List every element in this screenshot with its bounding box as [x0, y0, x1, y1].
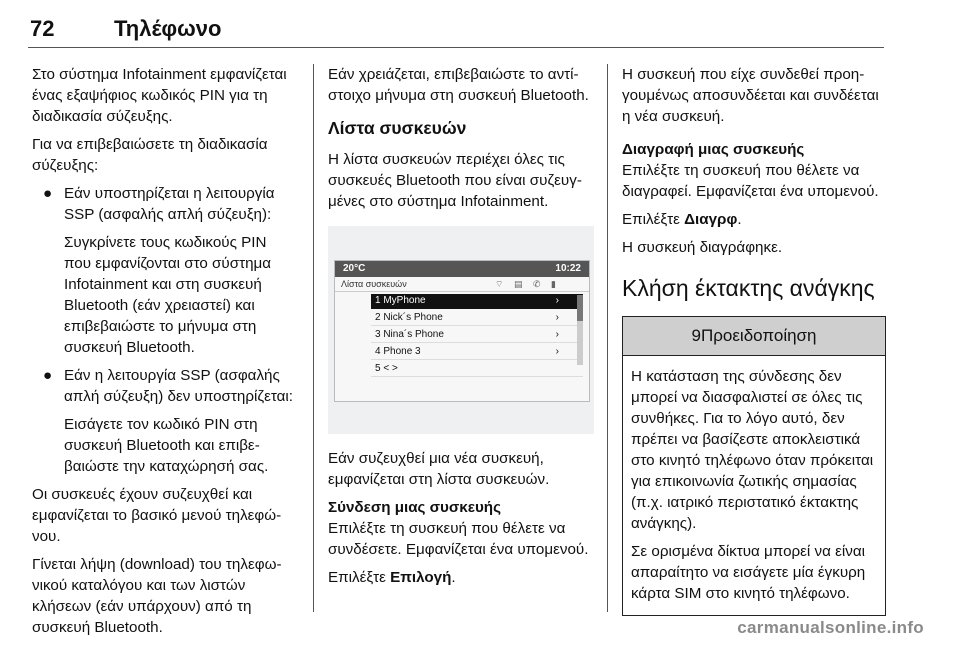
menu-option-name: Διαγρφ — [684, 211, 738, 228]
device-label: 5 < > — [375, 363, 398, 374]
section-heading-device-list: Λίστα συσκευών — [328, 118, 467, 138]
chevron-right-icon: › — [555, 329, 559, 340]
warning-title: Προειδοποίηση — [700, 326, 817, 345]
device-list-screenshot — [328, 226, 594, 434]
bullet-text: Εάν η λειτουργία SSP (ασφαλής απλή σύζευξη) δεν υποστηρίζεται: — [64, 367, 294, 405]
paragraph: Γίνεται λήψη (download) του τηλεφωνικού καταλόγου και των λιστών κλήσεων (εάν υπάρχουν) από τη συσκευή Bluetooth. — [32, 556, 282, 636]
chevron-right-icon: › — [555, 295, 559, 306]
list-title-bar — [335, 277, 589, 292]
bullet-item — [32, 183, 296, 225]
infotainment-screen — [334, 260, 590, 402]
page-title: Τηλέφωνο — [114, 16, 222, 41]
text-prefix: Επιλέξτε — [328, 569, 391, 586]
paragraph: Η συσκευή που είχε συνδεθεί προηγουμένως αποσυνδέεται και συνδέεται η νέα συσκευή. — [622, 66, 879, 125]
device-label: 4 Phone 3 — [375, 346, 421, 357]
device-list-item[interactable] — [371, 362, 583, 377]
column-divider-2 — [607, 64, 608, 612]
paragraph: Η λίστα συσκευών περιέχει όλες τις συσκευές Bluetooth που είναι συζευγμένες στο σύστημα Infotainment. — [328, 151, 582, 210]
warning-paragraph: Σε ορισμένα δίκτυα μπορεί να είναι απαραίτητο να εισάγετε μία έγκυρη κάρτα SIM στο κινητό τηλέφωνο. — [631, 543, 866, 602]
text-suffix: . — [451, 569, 456, 586]
paragraph — [622, 209, 884, 230]
section-heading-emergency-call: Κλήση έκτακτης ανάγκης — [622, 275, 875, 301]
status-icons: ⌔ ▤ ✆ ▮ — [495, 279, 560, 289]
bullet-dot-icon: ● — [43, 367, 53, 384]
warning-header — [623, 317, 885, 356]
bullet-item — [32, 365, 296, 407]
device-list-item[interactable] — [371, 294, 583, 309]
warning-box — [622, 316, 886, 616]
paragraph — [328, 567, 594, 588]
chevron-right-icon: › — [555, 346, 559, 357]
header-divider — [28, 47, 884, 48]
list-title: Λίστα συσκευών — [341, 279, 407, 289]
clock-readout: 10:22 — [555, 263, 581, 274]
device-list-item[interactable] — [371, 311, 583, 326]
warning-paragraph: Η κατάσταση της σύνδεσης δεν μπορεί να διασφαλιστεί σε όλες τις συνθήκες. Για το λόγο αυτό, δεν πρέπει να βασίζεστε αποκλειστικά στο κινητό τηλέφωνο όταν πρόκειται για επικοινωνία ζωτικής σημασίας (π.χ. ιατρικό περιστατικό έκτακτης ανάγκης). — [631, 368, 874, 532]
bullet-dot-icon: ● — [43, 185, 53, 202]
paragraph: Για να επιβεβαιώσετε τη διαδικασία σύζευξης: — [32, 136, 268, 174]
device-list-item[interactable] — [371, 345, 583, 360]
page-number: 72 — [30, 16, 55, 41]
text-prefix: Επιλέξτε — [622, 211, 685, 228]
column-1 — [32, 64, 296, 645]
scrollbar-thumb[interactable] — [577, 295, 583, 321]
text-suffix: . — [737, 211, 742, 228]
device-label: 1 MyPhone — [375, 295, 426, 306]
indented-paragraph: Συγκρίνετε τους κωδικούς PIN που εμφανίζονται στο σύστημα Infotainment και στη συσκευή Bluetooth (εάν χρειαστεί) και επιβεβαιώστε το μήνυμα στη συσκευή Bluetooth. — [64, 234, 272, 356]
device-label: 2 Nick´s Phone — [375, 312, 443, 323]
device-label: 3 Nina´s Phone — [375, 329, 444, 340]
subheading-delete-device: Διαγραφή μιας συσκευής — [622, 141, 805, 158]
subheading-connect-device: Σύνδεση μιας συσκευής — [328, 499, 501, 516]
paragraph: Στο σύστημα Infotainment εμφανίζεται ένας εξαψήφιος κωδικός PIN για τη διαδικασία σύζευξης. — [32, 66, 287, 125]
paragraph: Επιλέξτε τη συσκευή που θέλετε να διαγραφεί. Εμφανίζεται ένα υπομενού. — [622, 162, 879, 200]
paragraph: Εάν συζευχθεί μια νέα συσκευή, εμφανίζεται στη λίστα συσκευών. — [328, 450, 550, 488]
page-header — [28, 16, 884, 56]
paragraph: Εάν χρειάζεται, επιβεβαιώστε το αντίστοιχο μήνυμα στη συσκευή Bluetooth. — [328, 66, 589, 104]
scrollbar[interactable] — [577, 295, 583, 365]
temperature-readout: 20°C — [343, 263, 366, 274]
watermark: carmanualsonline.info — [737, 618, 924, 637]
warning-icon: 9 — [691, 326, 701, 345]
column-2 — [328, 64, 594, 595]
paragraph: Οι συσκευές έχουν συζευχθεί και εμφανίζεται το βασικό μενού τηλεφώνου. — [32, 486, 282, 545]
chevron-right-icon: › — [555, 312, 559, 323]
status-bar — [335, 261, 589, 277]
indented-paragraph: Εισάγετε τον κωδικό PIN στη συσκευή Bluetooth και επιβεβαιώστε την καταχώρησή σας. — [64, 416, 269, 475]
device-list-item[interactable] — [371, 328, 583, 343]
paragraph: Η συσκευή διαγράφηκε. — [622, 239, 783, 256]
menu-option-name: Επιλογή — [390, 569, 452, 586]
column-divider-1 — [313, 64, 314, 612]
paragraph: Επιλέξτε τη συσκευή που θέλετε να συνδέσετε. Εμφανίζεται ένα υπομενού. — [328, 520, 589, 558]
column-3 — [622, 64, 884, 616]
warning-body — [623, 356, 885, 615]
bullet-text: Εάν υποστηρίζεται η λειτουργία SSP (ασφαλής απλή σύζευξη): — [64, 185, 275, 223]
